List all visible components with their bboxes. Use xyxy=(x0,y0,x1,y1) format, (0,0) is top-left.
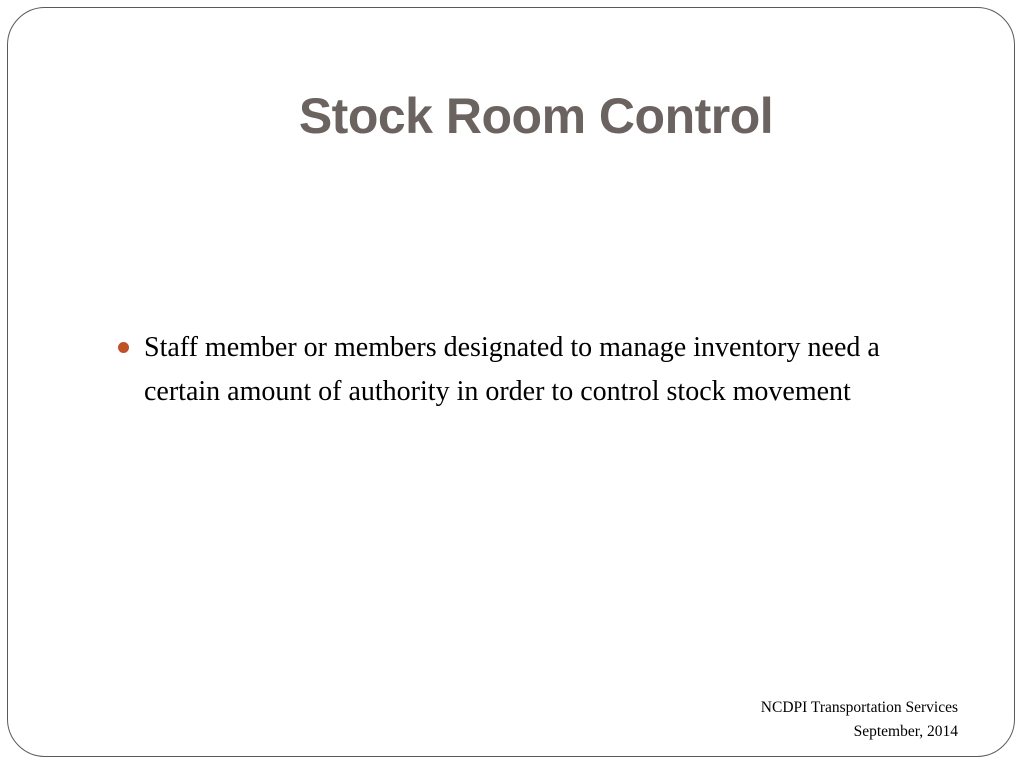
bullet-dot-icon xyxy=(118,342,129,353)
footer-organization: NCDPI Transportation Services xyxy=(760,699,958,716)
footer-date: September, 2014 xyxy=(853,723,958,740)
slide-title: Stock Room Control xyxy=(298,88,774,144)
slide-footer xyxy=(761,696,958,744)
bullet-text: Staff member or members designated to manage inventory need a certain amount of authority in order to control stock movement xyxy=(144,332,880,407)
slide-body xyxy=(112,326,962,414)
bullet-item xyxy=(112,326,962,414)
